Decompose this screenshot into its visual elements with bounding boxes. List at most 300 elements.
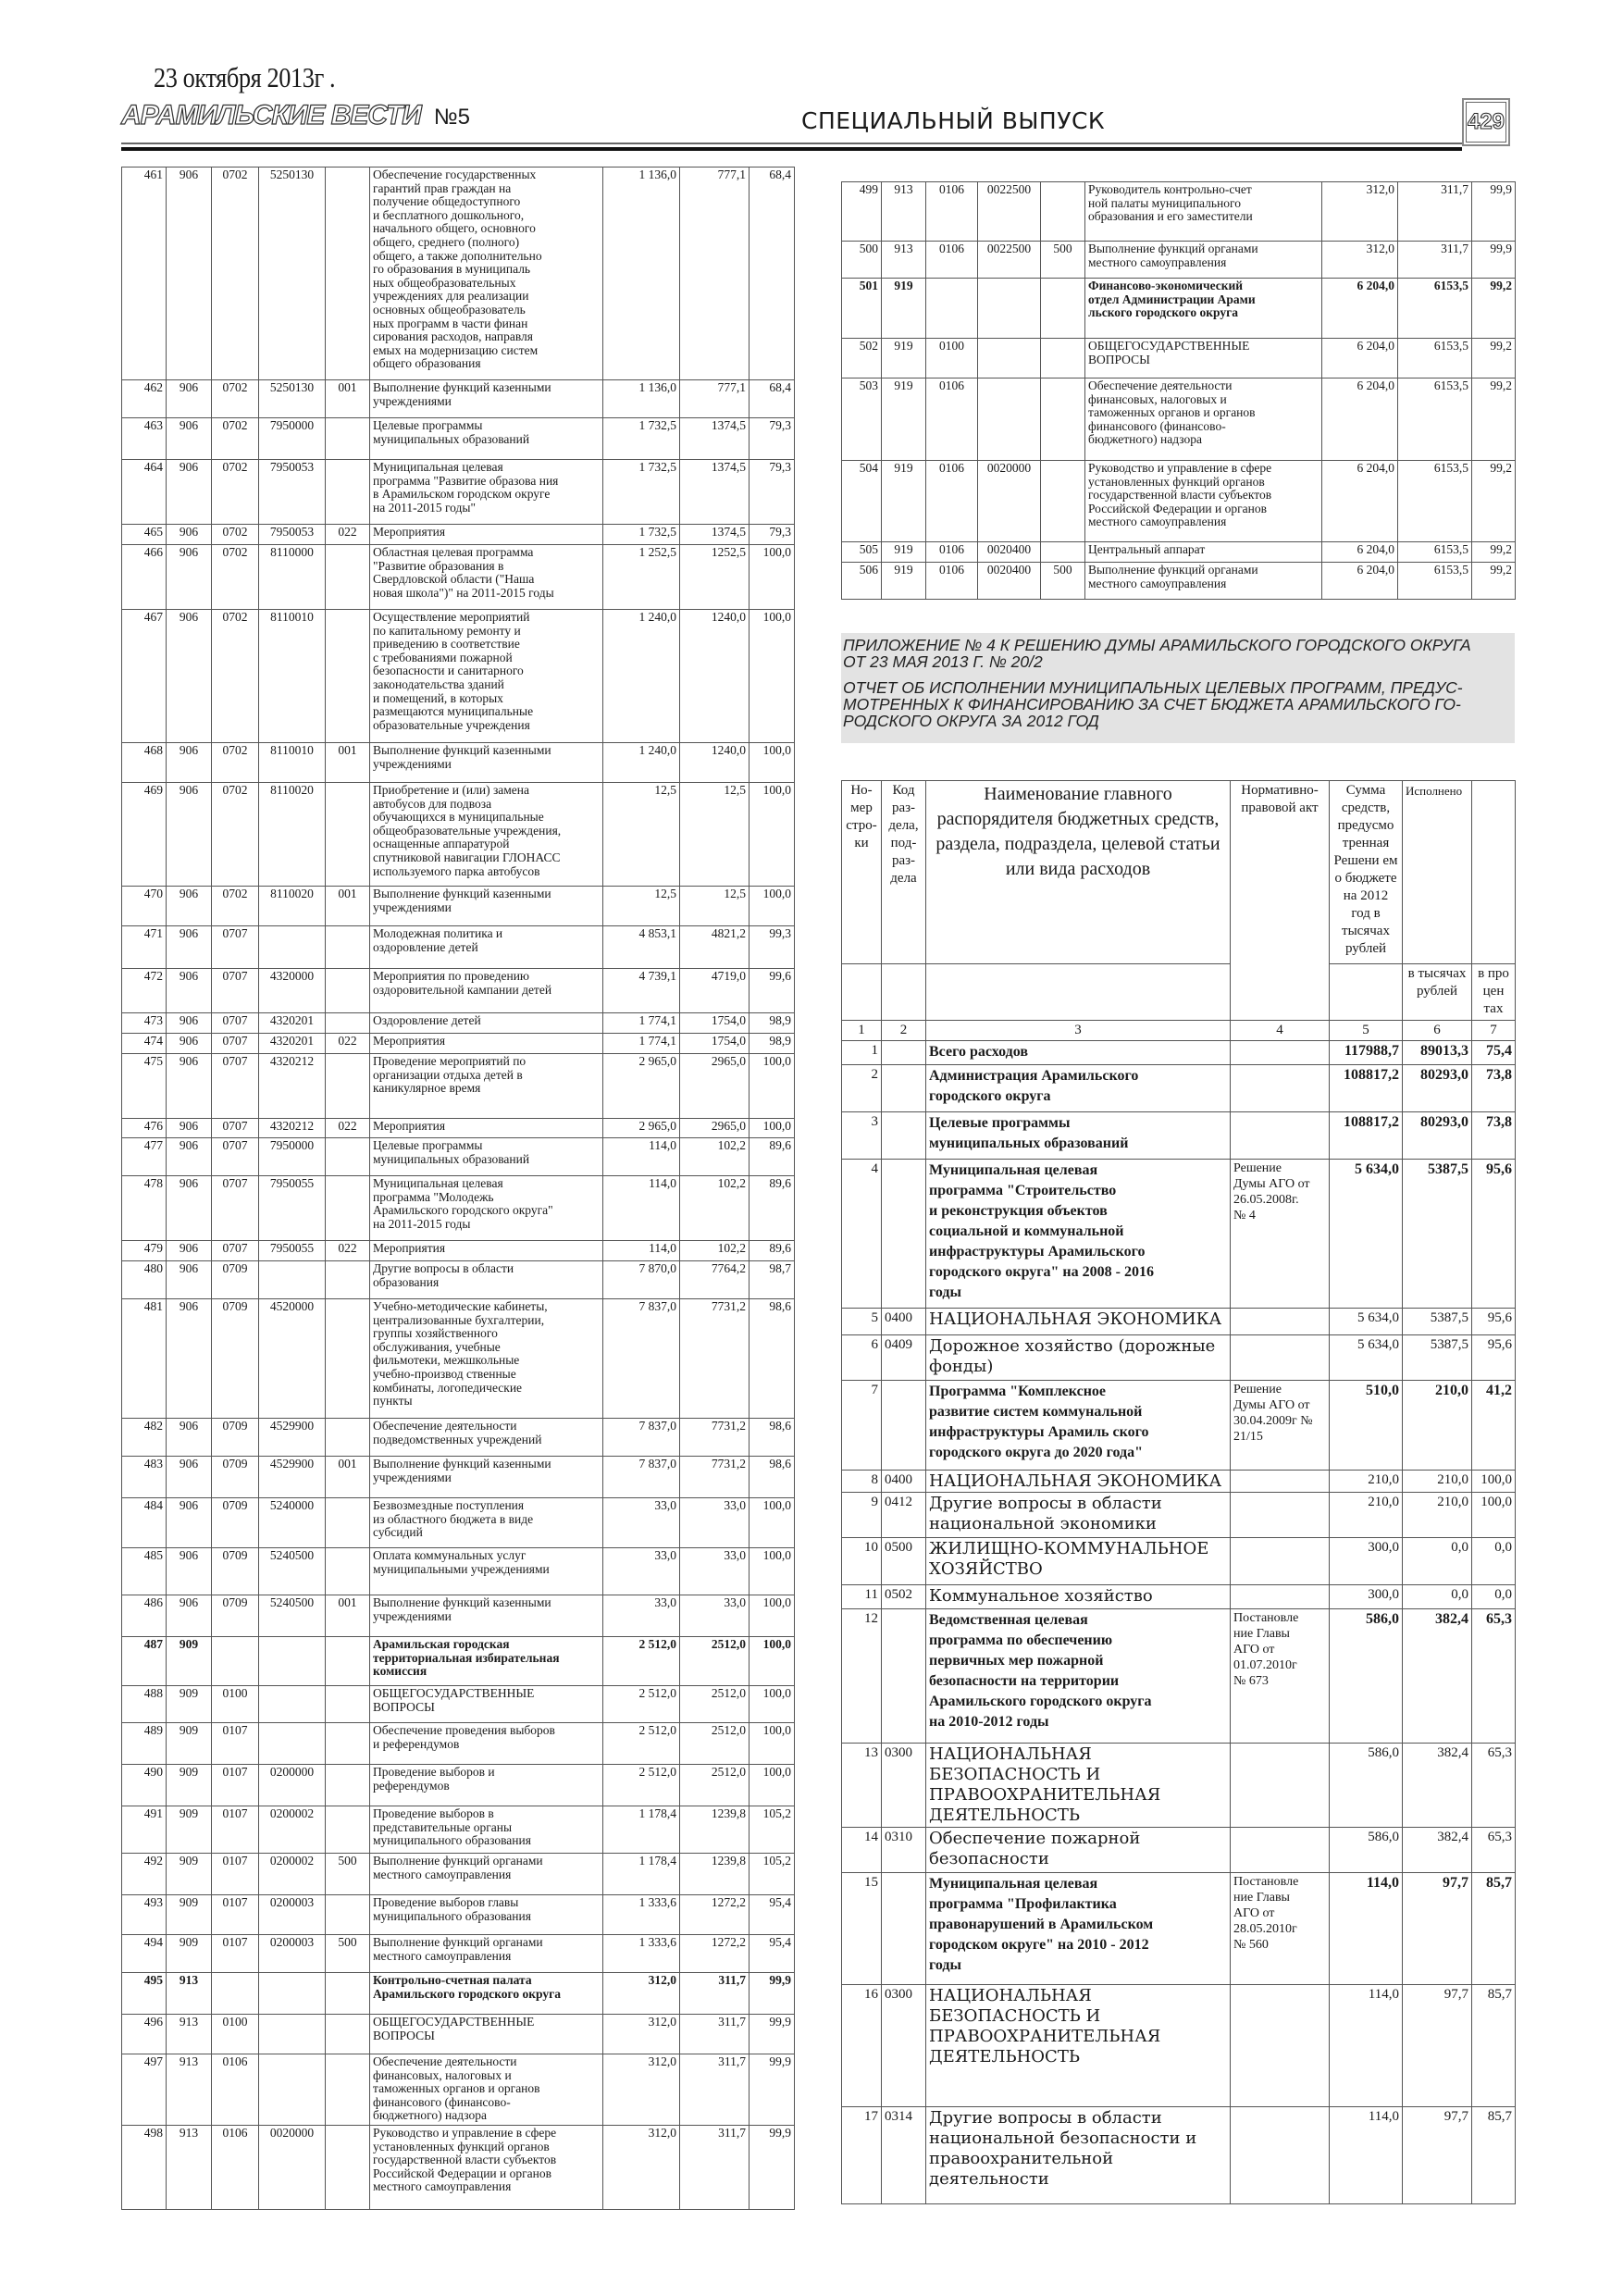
target-code <box>978 279 1041 339</box>
description: Выполнение функций казенными учреждениями <box>370 1595 603 1637</box>
table-row <box>122 1419 795 1457</box>
legal-act: Решение Думы АГО от 30.04.2009г № 21/15 <box>1231 1381 1330 1471</box>
table-row <box>122 1686 795 1723</box>
section-code: 0100 <box>212 2015 259 2054</box>
row-number: 497 <box>122 2054 167 2126</box>
table-row <box>122 1299 795 1419</box>
executed-percent: 41,2 <box>1472 1381 1516 1471</box>
table-row <box>122 2015 795 2054</box>
admin-code: 906 <box>167 1241 212 1261</box>
description: Проведение мероприятий по организации отдыха детей в каникулярное время <box>370 1054 603 1119</box>
executed-amount: 5387,5 <box>1403 1160 1472 1309</box>
executed-percent: 100,0 <box>750 887 795 926</box>
executed-percent: 73,8 <box>1472 1065 1516 1112</box>
subheader-blank <box>882 964 926 1021</box>
description: ОБЩЕГОСУДАРСТВЕННЫЕ ВОПРОСЫ <box>370 1686 603 1723</box>
target-code: 8110020 <box>259 887 326 926</box>
description: ОБЩЕГОСУДАРСТВЕННЫЕ ВОПРОСЫ <box>1085 339 1322 379</box>
executed-amount: 311,7 <box>1398 242 1472 279</box>
section-code: 0106 <box>926 182 978 242</box>
table-row <box>842 1828 1516 1873</box>
executed-amount: 1239,8 <box>680 1806 750 1854</box>
budget-table-left <box>121 167 795 2210</box>
target-code: 4520000 <box>259 1299 326 1419</box>
admin-code: 906 <box>167 545 212 610</box>
target-code <box>259 1261 326 1299</box>
section-code: 0106 <box>926 379 978 461</box>
section-code: 0400 <box>882 1309 926 1335</box>
planned-amount: 4 739,1 <box>603 969 680 1013</box>
target-code: 8110000 <box>259 545 326 610</box>
planned-amount: 5 634,0 <box>1330 1309 1403 1335</box>
executed-percent: 95,4 <box>750 1935 795 1973</box>
table-row <box>122 2126 795 2210</box>
table-row <box>122 1806 795 1854</box>
executed-percent: 100,0 <box>750 1054 795 1119</box>
row-number: 498 <box>122 2126 167 2210</box>
planned-amount: 1 136,0 <box>603 380 680 418</box>
admin-code: 906 <box>167 418 212 460</box>
target-code <box>259 2054 326 2126</box>
planned-amount: 300,0 <box>1330 1585 1403 1609</box>
expense-type: 022 <box>326 525 370 545</box>
executed-amount: 102,2 <box>680 1138 750 1176</box>
section-code: 0702 <box>212 380 259 418</box>
description: Целевые программы муниципальных образований <box>370 1138 603 1176</box>
admin-code: 906 <box>167 1261 212 1299</box>
section-code: 0106 <box>926 563 978 600</box>
executed-percent: 99,2 <box>1472 339 1516 379</box>
column-number: 5 <box>1330 1021 1403 1041</box>
expense-type: 001 <box>326 380 370 418</box>
row-number: 477 <box>122 1138 167 1176</box>
section-code: 0300 <box>882 1744 926 1828</box>
section-code: 0702 <box>212 783 259 887</box>
target-code: 0200002 <box>259 1854 326 1895</box>
planned-amount: 114,0 <box>603 1241 680 1261</box>
row-number: 478 <box>122 1176 167 1241</box>
executed-amount: 382,4 <box>1403 1609 1472 1744</box>
issue-date: 23 октября 2013г . <box>154 61 336 93</box>
expense-type <box>326 1895 370 1935</box>
expense-type: 500 <box>1041 563 1085 600</box>
legal-act: Решение Думы АГО от 26.05.2008г. № 4 <box>1231 1160 1330 1309</box>
section-code: 0107 <box>212 1895 259 1935</box>
description: Молодежная политика и оздоровление детей <box>370 926 603 969</box>
executed-amount: 1754,0 <box>680 1013 750 1034</box>
description: Выполнение функций органами местного самоуправления <box>370 1854 603 1895</box>
table-row <box>122 545 795 610</box>
table-row <box>842 1065 1516 1112</box>
executed-percent: 85,7 <box>1472 1985 1516 2107</box>
legal-act <box>1231 1828 1330 1873</box>
admin-code: 906 <box>167 1595 212 1637</box>
expense-type <box>1041 279 1085 339</box>
row-number: 473 <box>122 1013 167 1034</box>
expense-type <box>326 1176 370 1241</box>
section-code: 0106 <box>926 461 978 542</box>
column-number: 1 <box>842 1021 882 1041</box>
expense-type <box>326 1419 370 1457</box>
table-row <box>842 1493 1516 1538</box>
description: Проведение выборов главы муниципального образования <box>370 1895 603 1935</box>
table-row <box>122 1034 795 1054</box>
row-number: 481 <box>122 1299 167 1419</box>
admin-code: 913 <box>882 182 926 242</box>
row-number: 495 <box>122 1973 167 2015</box>
program-name: Целевые программы муниципальных образований <box>926 1112 1231 1160</box>
section-code: 0709 <box>212 1548 259 1595</box>
row-number: 483 <box>122 1457 167 1498</box>
executed-percent: 99,9 <box>750 2126 795 2210</box>
table-row <box>842 1985 1516 2107</box>
planned-amount: 312,0 <box>603 2126 680 2210</box>
expense-type <box>1041 379 1085 461</box>
description: Обеспечение проведения выборов и референдумов <box>370 1723 603 1765</box>
executed-percent: 65,3 <box>1472 1609 1516 1744</box>
description: Безвозмездные поступления из областного бюджета в виде субсидий <box>370 1498 603 1548</box>
expense-type <box>326 1548 370 1595</box>
admin-code: 906 <box>167 1548 212 1595</box>
description: Руководство и управление в сфере установленных функций органов государственной власти субъектов Российской Федерации и органов местного самоуправления <box>370 2126 603 2210</box>
row-number: 463 <box>122 418 167 460</box>
table-row <box>122 380 795 418</box>
executed-amount: 6153,5 <box>1398 379 1472 461</box>
program-name: Программа "Комплексное развитие систем коммунальной инфраструктуры Арамиль ского городского округа до 2020 года" <box>926 1381 1231 1471</box>
planned-amount: 1 732,5 <box>603 460 680 525</box>
admin-code: 906 <box>167 168 212 380</box>
row-number: 15 <box>842 1873 882 1985</box>
executed-percent: 99,3 <box>750 926 795 969</box>
table-row <box>122 1013 795 1034</box>
executed-amount: 80293,0 <box>1403 1112 1472 1160</box>
description: Руководство и управление в сфере установленных функций органов государственной власти субъектов Российской Федерации и органов местного самоуправления <box>1085 461 1322 542</box>
planned-amount: 114,0 <box>603 1138 680 1176</box>
row-number: 13 <box>842 1744 882 1828</box>
section-code: 0702 <box>212 460 259 525</box>
row-number: 462 <box>122 380 167 418</box>
row-number: 464 <box>122 460 167 525</box>
executed-amount: 7731,2 <box>680 1457 750 1498</box>
expense-type <box>326 1138 370 1176</box>
section-code: 0702 <box>212 418 259 460</box>
row-number: 489 <box>122 1723 167 1765</box>
section-code: 0709 <box>212 1419 259 1457</box>
planned-amount: 1 240,0 <box>603 610 680 743</box>
planned-amount: 12,5 <box>603 783 680 887</box>
page-number: 429 <box>1462 98 1510 146</box>
description: Арамильская городская территориальная избирательная комиссия <box>370 1637 603 1686</box>
section-code: 0409 <box>882 1335 926 1381</box>
section-code: 0702 <box>212 525 259 545</box>
row-number: 494 <box>122 1935 167 1973</box>
executed-amount: 777,1 <box>680 380 750 418</box>
executed-percent: 100,0 <box>1472 1493 1516 1538</box>
admin-code: 906 <box>167 969 212 1013</box>
executed-amount: 1374,5 <box>680 525 750 545</box>
admin-code: 906 <box>167 887 212 926</box>
table-row <box>122 1595 795 1637</box>
executed-percent: 100,0 <box>750 1765 795 1806</box>
planned-amount: 33,0 <box>603 1498 680 1548</box>
executed-amount: 1252,5 <box>680 545 750 610</box>
planned-amount: 7 837,0 <box>603 1419 680 1457</box>
admin-code: 909 <box>167 1895 212 1935</box>
target-code <box>259 1973 326 2015</box>
executed-amount: 777,1 <box>680 168 750 380</box>
table-row <box>122 1261 795 1299</box>
row-number: 500 <box>842 242 882 279</box>
legal-act <box>1231 1585 1330 1609</box>
admin-code: 906 <box>167 1034 212 1054</box>
description: Обеспечение деятельности финансовых, налоговых и таможенных органов и органов финансового (финансово- бюджетного) надзора <box>370 2054 603 2126</box>
subheader-row <box>842 964 1516 1021</box>
section-code: 0709 <box>212 1595 259 1637</box>
target-code: 7950055 <box>259 1176 326 1241</box>
legal-act <box>1231 1744 1330 1828</box>
row-number: 493 <box>122 1895 167 1935</box>
program-name: Другие вопросы в области национальной безопасности и правоохранительной деятельности <box>926 2107 1231 2204</box>
planned-amount: 33,0 <box>603 1595 680 1637</box>
section-code: 0707 <box>212 969 259 1013</box>
admin-code: 913 <box>167 1973 212 2015</box>
table-row <box>842 339 1516 379</box>
expense-type <box>326 1637 370 1686</box>
executed-amount: 5387,5 <box>1403 1335 1472 1381</box>
row-number: 8 <box>842 1471 882 1493</box>
admin-code: 906 <box>167 743 212 783</box>
admin-code: 906 <box>167 1498 212 1548</box>
table-row <box>122 1176 795 1241</box>
executed-amount: 6153,5 <box>1398 461 1472 542</box>
planned-amount: 586,0 <box>1330 1828 1403 1873</box>
description: ОБЩЕГОСУДАРСТВЕННЫЕ ВОПРОСЫ <box>370 2015 603 2054</box>
target-code: 7950000 <box>259 1138 326 1176</box>
expense-type: 500 <box>1041 242 1085 279</box>
legal-act: Постановле ние Главы АГО от 01.07.2010г № 673 <box>1231 1609 1330 1744</box>
executed-percent: 75,4 <box>1472 1041 1516 1065</box>
description: Областная целевая программа "Развитие образования в Свердловской области ("Наша новая школа")" на 2011-2015 годы <box>370 545 603 610</box>
description: Выполнение функций казенными учреждениями <box>370 743 603 783</box>
section-code: 0707 <box>212 1138 259 1176</box>
executed-percent: 95,6 <box>1472 1160 1516 1309</box>
row-number: 10 <box>842 1538 882 1585</box>
executed-percent: 68,4 <box>750 380 795 418</box>
appendix-title: ПРИЛОЖЕНИЕ № 4 К РЕШЕНИЮ ДУМЫ АРАМИЛЬСКОГО ГОРОДСКОГО ОКРУГА ОТ 23 МАЯ 2013 Г. № 20/2 <box>843 636 1471 671</box>
row-number: 3 <box>842 1112 882 1160</box>
row-number: 486 <box>122 1595 167 1637</box>
planned-amount: 1 774,1 <box>603 1034 680 1054</box>
expense-type: 001 <box>326 887 370 926</box>
target-code: 5240500 <box>259 1548 326 1595</box>
executed-amount: 210,0 <box>1403 1381 1472 1471</box>
expense-type <box>326 1686 370 1723</box>
planned-amount: 2 512,0 <box>603 1686 680 1723</box>
planned-amount: 312,0 <box>603 1973 680 2015</box>
subheader-blank <box>1330 964 1403 1021</box>
executed-amount: 311,7 <box>1398 182 1472 242</box>
row-number: 480 <box>122 1261 167 1299</box>
header-executed: Исполнено <box>1403 781 1472 964</box>
executed-amount: 6153,5 <box>1398 563 1472 600</box>
description: Выполнение функций казенными учреждениями <box>370 887 603 926</box>
target-code: 4529900 <box>259 1419 326 1457</box>
header-row <box>842 781 1516 964</box>
planned-amount: 1 240,0 <box>603 743 680 783</box>
executed-amount: 1240,0 <box>680 610 750 743</box>
planned-amount: 7 870,0 <box>603 1261 680 1299</box>
table-row <box>122 1138 795 1176</box>
legal-act <box>1231 1112 1330 1160</box>
row-number: 7 <box>842 1381 882 1471</box>
legal-act <box>1231 1309 1330 1335</box>
admin-code: 909 <box>167 1637 212 1686</box>
expense-type <box>326 2015 370 2054</box>
section-code: 0702 <box>212 545 259 610</box>
executed-amount: 5387,5 <box>1403 1309 1472 1335</box>
admin-code: 906 <box>167 610 212 743</box>
section-code: 0107 <box>212 1723 259 1765</box>
executed-percent: 89,6 <box>750 1241 795 1261</box>
table-row <box>842 1471 1516 1493</box>
legal-act <box>1231 1041 1330 1065</box>
row-number: 5 <box>842 1309 882 1335</box>
row-number: 468 <box>122 743 167 783</box>
row-number: 496 <box>122 2015 167 2054</box>
executed-percent: 98,9 <box>750 1034 795 1054</box>
executed-percent: 100,0 <box>750 1686 795 1723</box>
expense-type <box>1041 542 1085 563</box>
program-name: НАЦИОНАЛЬНАЯ ЭКОНОМИКА <box>926 1471 1231 1493</box>
table-row <box>842 1609 1516 1744</box>
executed-amount: 1754,0 <box>680 1034 750 1054</box>
column-number: 3 <box>926 1021 1231 1041</box>
section-code: 0107 <box>212 1854 259 1895</box>
target-code: 4529900 <box>259 1457 326 1498</box>
row-number: 506 <box>842 563 882 600</box>
target-code: 5240000 <box>259 1498 326 1548</box>
planned-amount: 1 774,1 <box>603 1013 680 1034</box>
section-code: 0400 <box>882 1471 926 1493</box>
executed-percent: 89,6 <box>750 1138 795 1176</box>
executed-percent: 99,9 <box>1472 242 1516 279</box>
admin-code: 906 <box>167 1457 212 1498</box>
section-code: 0412 <box>882 1493 926 1538</box>
section-code: 0106 <box>212 2126 259 2210</box>
row-number: 475 <box>122 1054 167 1119</box>
description: Другие вопросы в области образования <box>370 1261 603 1299</box>
executed-amount: 210,0 <box>1403 1471 1472 1493</box>
description: Мероприятия <box>370 1034 603 1054</box>
planned-amount: 7 837,0 <box>603 1299 680 1419</box>
row-number: 9 <box>842 1493 882 1538</box>
planned-amount: 12,5 <box>603 887 680 926</box>
executed-amount: 2965,0 <box>680 1119 750 1138</box>
table-row <box>122 969 795 1013</box>
table-row <box>122 1765 795 1806</box>
executed-percent: 99,2 <box>1472 563 1516 600</box>
expense-type <box>1041 461 1085 542</box>
legal-act <box>1231 1065 1330 1112</box>
executed-percent: 105,2 <box>750 1854 795 1895</box>
planned-amount: 33,0 <box>603 1548 680 1595</box>
legal-act <box>1231 1985 1330 2107</box>
expense-type <box>326 2054 370 2126</box>
target-code: 8110020 <box>259 783 326 887</box>
table-row <box>842 1309 1516 1335</box>
planned-amount: 6 204,0 <box>1322 279 1398 339</box>
executed-amount: 2512,0 <box>680 1765 750 1806</box>
appendix-heading <box>841 633 1515 743</box>
executed-percent: 99,2 <box>1472 461 1516 542</box>
row-number: 492 <box>122 1854 167 1895</box>
executed-amount: 7731,2 <box>680 1299 750 1419</box>
header-rule <box>121 143 1462 144</box>
table-row <box>122 1119 795 1138</box>
executed-amount: 89013,3 <box>1403 1041 1472 1065</box>
executed-amount: 33,0 <box>680 1498 750 1548</box>
section-code: 0107 <box>212 1806 259 1854</box>
section-code <box>212 1637 259 1686</box>
planned-amount: 1 136,0 <box>603 168 680 380</box>
planned-amount: 1 178,4 <box>603 1806 680 1854</box>
table-row <box>842 461 1516 542</box>
executed-percent: 95,4 <box>750 1895 795 1935</box>
programs-table <box>841 780 1516 2204</box>
description: Финансово-экономический отдел Администрации Арами льского городского округа <box>1085 279 1322 339</box>
executed-amount: 97,7 <box>1403 1985 1472 2107</box>
program-name: Администрация Арамильского городского округа <box>926 1065 1231 1112</box>
row-number: 502 <box>842 339 882 379</box>
description: Оплата коммунальных услуг муниципальными учреждениями <box>370 1548 603 1595</box>
planned-amount: 114,0 <box>1330 2107 1403 2204</box>
executed-amount: 6153,5 <box>1398 339 1472 379</box>
header-executed-thousands: в тысячах рублей <box>1403 964 1472 1021</box>
planned-amount: 586,0 <box>1330 1609 1403 1744</box>
executed-percent: 98,6 <box>750 1299 795 1419</box>
row-number: 12 <box>842 1609 882 1744</box>
expense-type <box>326 1261 370 1299</box>
row-number: 503 <box>842 379 882 461</box>
description: Мероприятия <box>370 1241 603 1261</box>
expense-type <box>326 460 370 525</box>
issue-number: №5 <box>433 105 470 130</box>
admin-code: 913 <box>882 242 926 279</box>
planned-amount: 1 732,5 <box>603 418 680 460</box>
expense-type <box>326 545 370 610</box>
target-code: 0022500 <box>978 182 1041 242</box>
expense-type: 022 <box>326 1034 370 1054</box>
table-row <box>842 2107 1516 2204</box>
target-code: 0020400 <box>978 563 1041 600</box>
admin-code: 909 <box>167 1935 212 1973</box>
planned-amount: 108817,2 <box>1330 1065 1403 1112</box>
description: Проведение выборов и референдумов <box>370 1765 603 1806</box>
legal-act <box>1231 1538 1330 1585</box>
description: Обеспечение деятельности финансовых, налоговых и таможенных органов и органов финансового (финансово- бюджетного) надзора <box>1085 379 1322 461</box>
row-number: 472 <box>122 969 167 1013</box>
table-row <box>122 1637 795 1686</box>
legal-act <box>1231 1471 1330 1493</box>
executed-percent: 79,3 <box>750 418 795 460</box>
executed-percent: 100,0 <box>750 1637 795 1686</box>
section-code: 0707 <box>212 926 259 969</box>
description: Муниципальная целевая программа "Молодежь Арамильского городского округа" на 2011-2015 годы <box>370 1176 603 1241</box>
executed-amount: 1272,2 <box>680 1935 750 1973</box>
admin-code: 906 <box>167 1419 212 1457</box>
planned-amount: 117988,7 <box>1330 1041 1403 1065</box>
expense-type <box>326 783 370 887</box>
